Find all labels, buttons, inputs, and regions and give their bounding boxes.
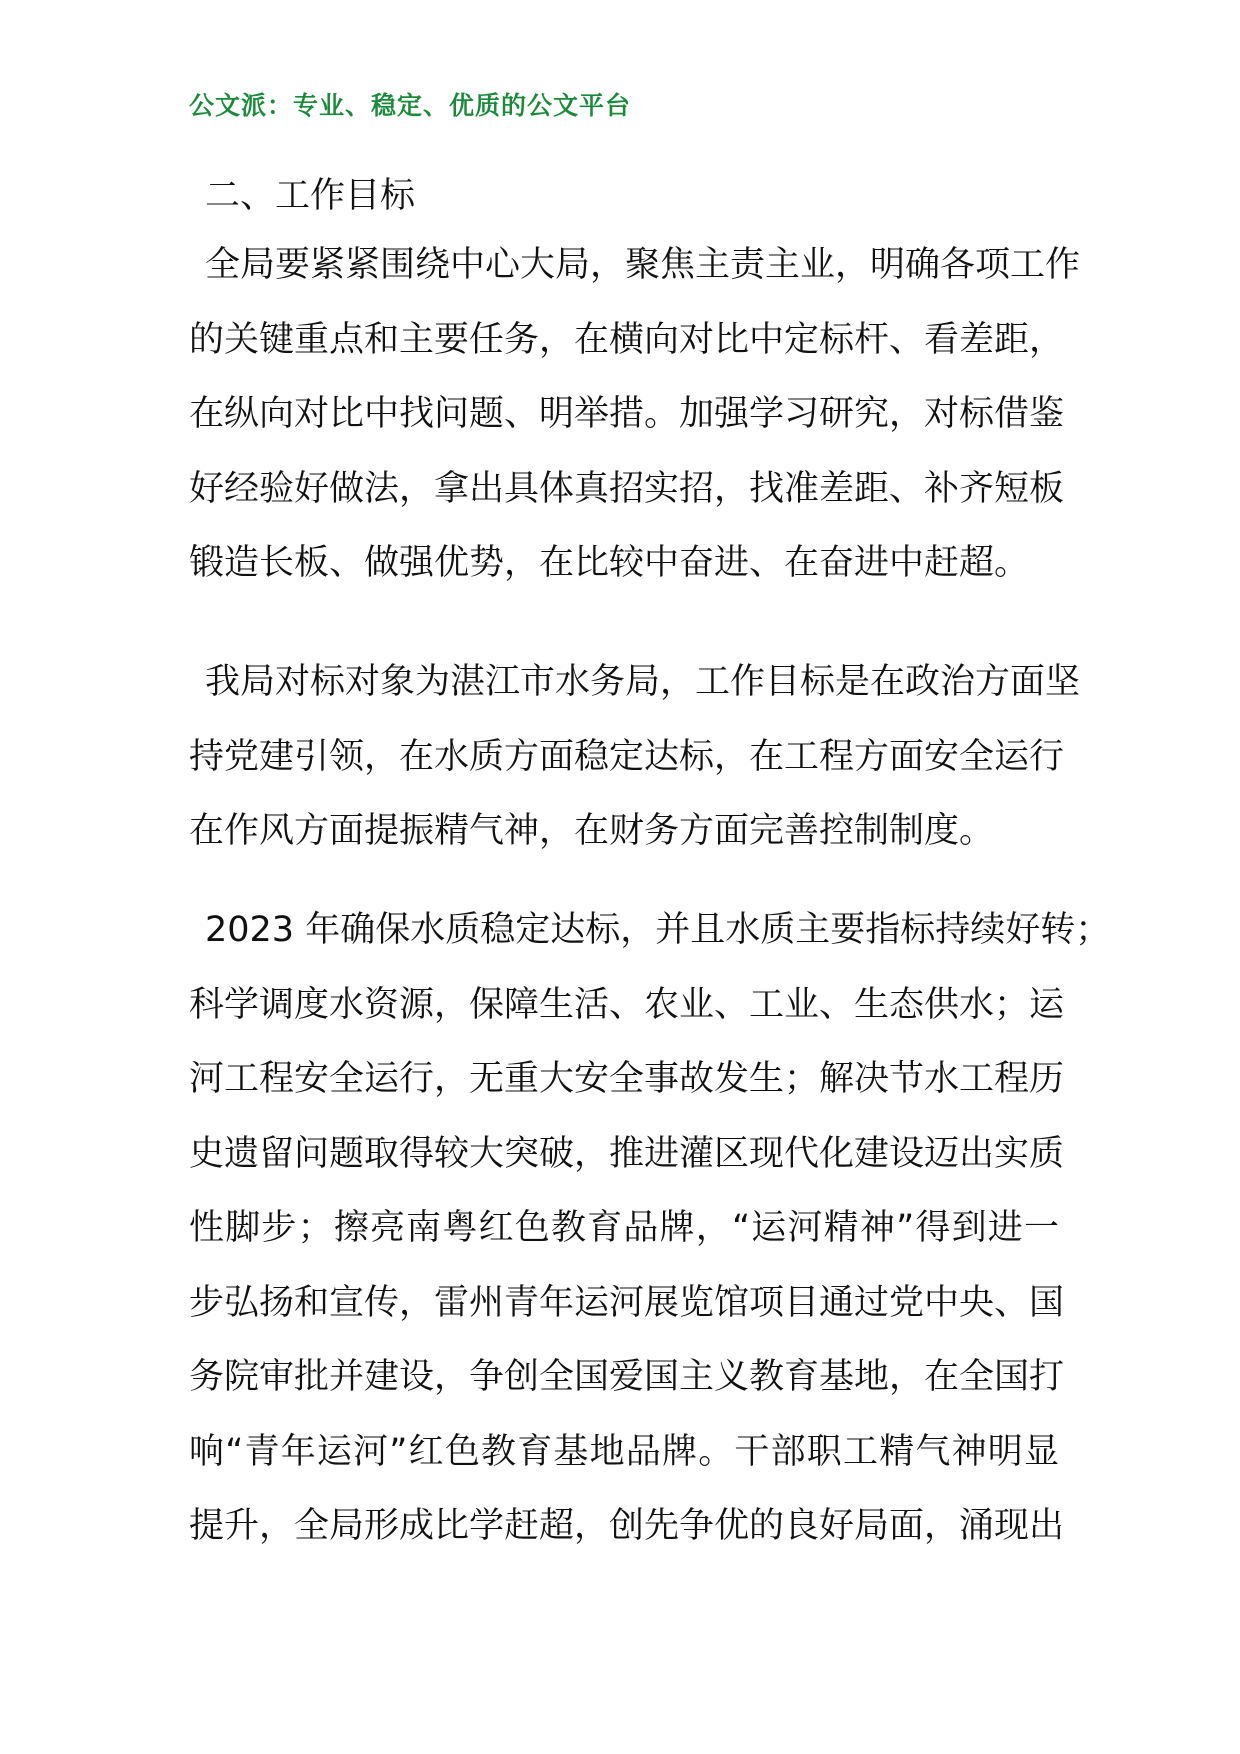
paragraph-3	[189, 893, 1111, 1564]
paragraph-1	[189, 228, 1081, 601]
paragraph-line: 在作风方面提振精气神，在财务方面完善控制制度。	[189, 811, 995, 851]
section-title: 二、工作目标	[205, 176, 416, 216]
platform-header: 公文派：专业、稳定、优质的公文平台	[189, 91, 632, 120]
paragraph-2	[189, 645, 1081, 869]
paragraph-line: 持党建引领，在水质方面稳定达标，在工程方面安全运行	[189, 736, 1065, 777]
paragraph-line: 锻造长板、做强优势，在比较中奋进、在奋进中赶超。	[189, 543, 1030, 583]
paragraph-line: 全局要紧紧围绕中心大局，聚焦主责主业，明确各项工作	[205, 245, 1081, 285]
paragraph-line: 响“青年运河”红色教育基地品牌。干部职工精气神明显	[189, 1431, 1059, 1472]
paragraph-line: 的关键重点和主要任务，在横向对比中定标杆、看差距，	[189, 319, 1065, 360]
paragraph-line: 性脚步；擦亮南粤红色教育品牌，“运河精神”得到进一	[189, 1208, 1059, 1248]
paragraph-line: 2023 年确保水质稳定达标，并且水质主要指标持续好转；	[205, 910, 1111, 950]
paragraph-line: 提升，全局形成比学赶超，创先争优的良好局面，涌现出	[189, 1506, 1065, 1546]
paragraph-line: 科学调度水资源，保障生活、农业、工业、生态供水；运	[189, 984, 1065, 1025]
paragraph-line: 务院审批并建设，争创全国爱国主义教育基地，在全国打	[189, 1357, 1065, 1397]
paragraph-line: 步弘扬和宣传，雷州青年运河展览馆项目通过党中央、国	[189, 1282, 1065, 1323]
paragraph-line: 好经验好做法，拿出具体真招实招，找准差距、补齐短板	[189, 468, 1065, 509]
paragraph-line: 史遗留问题取得较大突破，推进灌区现代化建设迈出实质	[189, 1133, 1065, 1174]
paragraph-line: 河工程安全运行，无重大安全事故发生；解决节水工程历	[189, 1059, 1065, 1099]
paragraph-line: 我局对标对象为湛江市水务局，工作目标是在政治方面坚	[205, 662, 1081, 702]
paragraph-line: 在纵向对比中找问题、明举措。加强学习研究，对标借鉴	[189, 394, 1065, 434]
